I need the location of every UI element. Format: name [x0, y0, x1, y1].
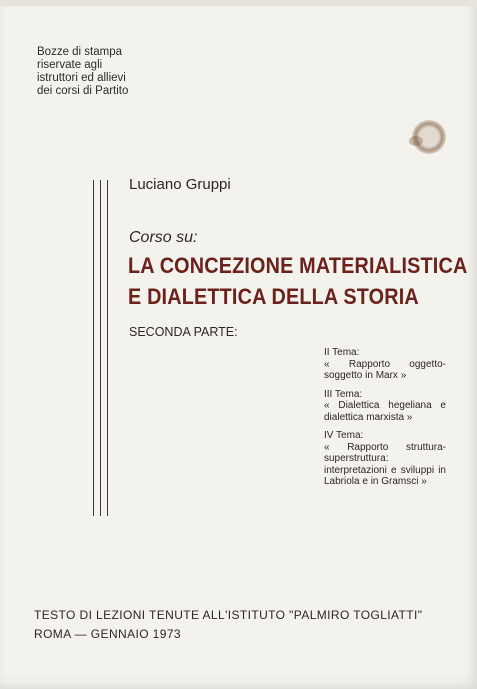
vertical-rule — [107, 180, 108, 516]
coffee-stain-drip — [409, 136, 423, 146]
vertical-rule — [93, 180, 94, 516]
part-label: SECONDA PARTE: — [129, 325, 238, 339]
proof-note-line: istruttori ed allievi — [37, 72, 126, 84]
proof-note-line: dei corsi di Partito — [37, 85, 129, 97]
footer — [34, 606, 422, 644]
theme-item — [324, 347, 446, 382]
theme-heading: IV Tema: — [324, 430, 364, 441]
title-line-2: E DIALETTICA DELLA STORIA — [128, 284, 419, 309]
theme-description: « Rapporto struttura-superstruttura: interpretazioni e sviluppi in Labriola e in Gramsci » — [324, 441, 446, 487]
themes-list — [324, 347, 446, 495]
paper-edge — [0, 0, 477, 6]
title-line-1: LA CONCEZIONE MATERIALISTICA — [128, 253, 468, 278]
footer-date: ROMA — GENNAIO 1973 — [34, 627, 181, 641]
course-label: Corso su: — [129, 229, 198, 246]
theme-heading: III Tema: — [324, 388, 363, 400]
theme-description: « Rapporto oggetto-soggetto in Marx » — [324, 358, 446, 381]
theme-heading: II Tema: — [324, 347, 360, 358]
theme-item — [324, 430, 446, 488]
author-name: Luciano Gruppi — [129, 176, 231, 193]
proof-note — [37, 46, 128, 98]
footer-institute: TESTO DI LEZIONI TENUTE ALL'ISTITUTO "PALMIRO TOGLIATTI" — [34, 608, 423, 622]
theme-description: « Dialettica hegeliana e dialettica marxista » — [324, 400, 446, 423]
theme-item — [324, 389, 446, 424]
proof-note-line: riservate agli — [37, 59, 103, 71]
vertical-rule — [100, 180, 101, 516]
proof-note-line: Bozze di stampa — [37, 46, 123, 58]
